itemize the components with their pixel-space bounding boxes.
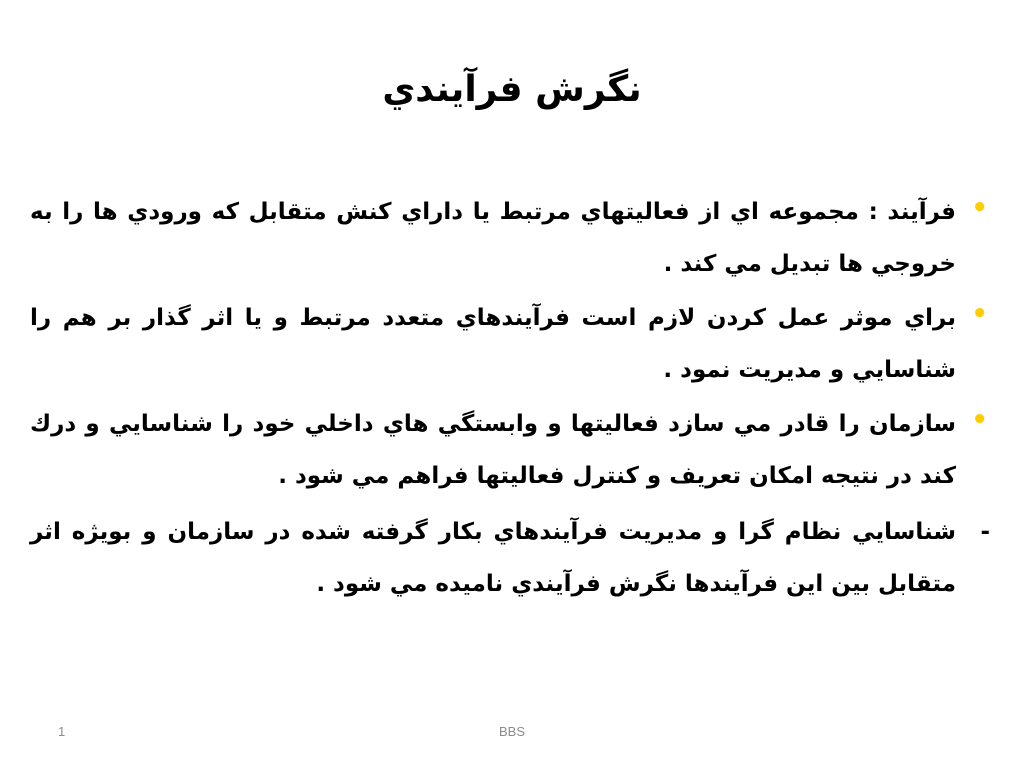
dash-marker: - (980, 519, 990, 545)
dash-text: شناسايي نظام گرا و مديريت فرآيندهاي بكار گرفته شده در سازمان و بويژه اثر متقابل بين اين فرآيندها نگرش فرآيندي ناميده مي شود . (30, 519, 956, 597)
slide-title: نگرش فرآيندي (382, 69, 642, 110)
bullet-marker: • (971, 193, 988, 223)
dash-item (30, 506, 994, 610)
footer-text: BBS (498, 724, 525, 739)
bullet-marker: • (971, 299, 988, 329)
bullet-item (30, 186, 994, 290)
bullet-marker: • (971, 405, 988, 435)
bullet-text: براي موثر عمل كردن لازم است فرآيندهاي متعدد مرتبط و يا اثر گذار بر هم را شناسايي و مديريت نمود . (30, 305, 956, 383)
bullet-item (30, 292, 994, 396)
slide-number: 1 (58, 724, 66, 739)
bullet-text: فرآيند : مجموعه اي از فعاليتهاي مرتبط يا داراي كنش متقابل كه ورودي ها را به خروجي ها تبديل مي كند . (30, 199, 956, 277)
bullet-text: سازمان را قادر مي سازد فعاليتها و وابستگي هاي داخلي خود را شناسايي و درك كند در نتيجه امكان تعريف و كنترل فعاليتها فراهم مي شود . (30, 411, 956, 489)
bullet-item (30, 398, 994, 502)
slide-body (30, 186, 994, 610)
